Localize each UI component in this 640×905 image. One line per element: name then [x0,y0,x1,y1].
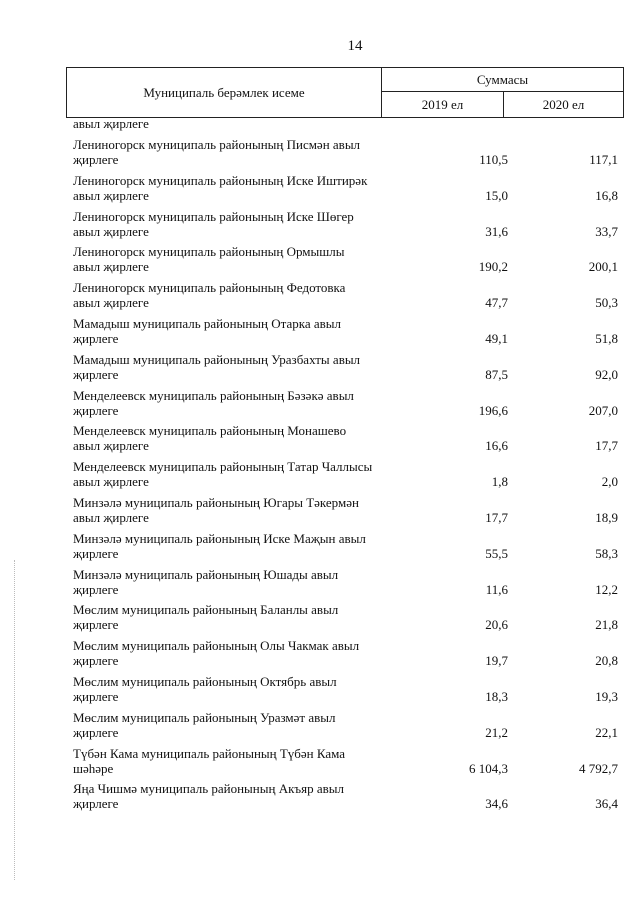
municipality-name: Мөслим муниципаль районының Олы Чакмак авыл җирлеге [73,638,360,669]
municipality-name: Лениногорск муниципаль районының Писмән авыл җирлеге [73,137,361,167]
scan-edge-line [14,560,16,880]
municipality-name: Менделеевск муниципаль районының Татар Чаллысы авыл җирлеге [73,459,373,490]
value-2020: 19,3 [595,688,618,704]
value-2019: 34,6 [485,796,508,812]
value-2019: 110,5 [479,152,508,167]
municipality-name: Яңа Чишмә муниципаль районының Акъяр авыл җирлеге [73,781,344,812]
value-2019: 18,3 [485,688,508,704]
value-2020: 18,9 [595,509,618,525]
table-row [73,567,618,603]
table-row [73,209,618,245]
value-2020: 36,4 [595,796,618,812]
municipality-name: Менделеевск муниципаль районының Монашево авыл җирлеге [73,423,347,454]
value-2020: 2,0 [601,474,618,490]
value-2020: 22,1 [595,724,618,740]
table-body [73,137,618,817]
value-2019: 49,1 [485,330,508,346]
municipality-name: Минзәлә муниципаль районының Югары Тәкермән авыл җирлеге [73,494,359,525]
table-row [73,173,618,209]
table-row [73,316,618,352]
value-2019: 21,2 [485,724,508,740]
municipality-name: Мамадыш муниципаль районының Уразбахты авыл җирлеге [73,351,361,382]
table-row [73,137,618,173]
value-2019: 190,2 [478,259,508,275]
table-row [73,388,618,424]
value-2019: 17,7 [485,509,508,525]
value-2020: 16,8 [595,187,618,203]
table-row [73,495,618,531]
value-2019: 19,7 [485,653,508,669]
value-2020: 50,3 [595,295,618,311]
header-year-2020: 2020 ел [542,96,585,112]
value-2019: 11,6 [485,581,508,597]
table-row [73,638,618,674]
value-2019: 31,6 [485,223,508,239]
table-row [73,781,618,817]
table-row [73,352,618,388]
municipality-name: Мөслим муниципаль районының Уразмәт авыл җирлеге [73,709,336,740]
value-2020: 33,7 [595,223,618,239]
value-2020: 12,2 [595,581,618,597]
value-2020: 21,8 [595,617,618,633]
value-2019: 55,5 [485,545,508,561]
table-row [73,459,618,495]
value-2020: 17,7 [595,438,618,454]
table-header [66,67,624,118]
value-2020: 51,8 [595,330,618,346]
value-2019: 16,6 [485,438,508,454]
municipality-name: Менделеевск муниципаль районының Бәзәкә авыл җирлеге [73,387,354,418]
value-2019: 15,0 [485,187,508,203]
municipality-name: Лениногорск муниципаль районының Иске Иштирәк авыл җирлеге [73,172,368,203]
municipality-name: Лениногорск муниципаль районының Ормышлы авыл җирлеге [73,244,345,275]
value-2019: 47,7 [485,295,508,311]
municipality-name: Түбән Кама муниципаль районының Түбән Кама шәһәре [73,745,346,776]
value-2020: 20,8 [595,653,618,669]
table-row [73,280,618,316]
header-year-2019: 2019 ел [382,92,504,117]
table-row [73,674,618,710]
value-2020: 4 792,7 [579,760,618,776]
value-2020: 58,3 [595,545,618,561]
table-row [73,602,618,638]
header-municipality-name: Муниципаль берәмлек исеме [67,68,382,117]
municipality-name: Мөслим муниципаль районының Баланлы авыл җирлеге [73,602,339,633]
table-row [73,244,618,280]
municipality-name: Минзәлә муниципаль районының Иске Маҗын авыл җирлеге [73,530,366,561]
value-2020: 117,1 [589,152,618,167]
municipality-name: Лениногорск муниципаль районының Федотовка авыл җирлеге [73,280,346,311]
page-number: 14 [347,38,363,54]
value-2020: 200,1 [588,259,618,275]
value-2020: 92,0 [595,366,618,382]
table-row [73,423,618,459]
header-sum: Суммасы [382,68,623,92]
table-row [73,531,618,567]
table-row [73,710,618,746]
municipality-name: Минзәлә муниципаль районының Юшады авыл җирлеге [73,566,339,597]
municipality-name: Мөслим муниципаль районының Октябрь авыл җирлеге [73,673,337,704]
value-2019: 87,5 [485,366,508,382]
carryover-text: авыл җирлеге [73,116,149,131]
value-2019: 6 104,3 [469,760,508,776]
value-2019: 1,8 [491,474,508,490]
table-row [73,746,618,782]
value-2020: 207,0 [588,402,618,418]
value-2019: 196,6 [478,402,508,418]
municipality-name: Лениногорск муниципаль районының Иске Шөгер авыл җирлеге [73,208,354,239]
municipality-name: Мамадыш муниципаль районының Отарка авыл җирлеге [73,315,341,346]
value-2019: 20,6 [485,617,508,633]
